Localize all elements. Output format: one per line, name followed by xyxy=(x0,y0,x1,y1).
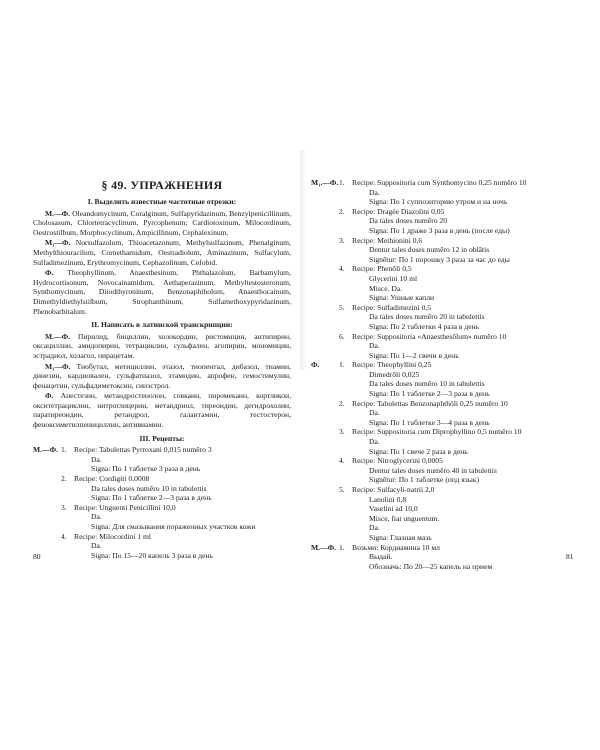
paragraph-lead: М₁—Ф. xyxy=(45,238,71,248)
recipe-number: 3. xyxy=(339,427,345,437)
recipe-line xyxy=(33,512,291,522)
recipe-line-text: Signa: По 1—2 свечи в день xyxy=(369,350,459,360)
page-title: § 49. УПРАЖНЕНИЯ xyxy=(101,178,223,192)
recipe-line xyxy=(311,543,581,553)
recipe xyxy=(311,456,581,485)
recipe-line-text: Dimedrōli 0,025 xyxy=(369,369,420,379)
right-page xyxy=(311,178,581,571)
paragraph xyxy=(33,209,291,238)
recipe-number: 5. xyxy=(339,302,345,312)
recipe-line xyxy=(311,188,581,198)
section-1-title: I. Выделить известные частотные отрезки: xyxy=(87,197,237,206)
recipe-line xyxy=(311,322,581,332)
section-2-title: II. Написать в латинской транскрипции: xyxy=(91,320,233,330)
recipe-line-text: Signētur: По 1 порошку 3 раза за час до еды xyxy=(369,254,510,264)
recipe-line xyxy=(311,245,581,255)
recipe-line-text: Recipe: Phenōli 0,5 xyxy=(352,264,412,274)
recipe-number: 2. xyxy=(339,398,345,408)
recipe-line-text: Da tales doses numĕro 20 xyxy=(369,216,448,226)
paragraph xyxy=(33,362,291,391)
recipe-line-text: Signa: По 2 таблетки 4 раза в день xyxy=(369,321,480,331)
recipe-line xyxy=(311,312,581,322)
recipe-line-text: Recipe: Sulfadimezini 0,5 xyxy=(352,302,432,312)
paragraph-text: Тиобутал, метициллин, этазол, тиопентал, дибазол, тиамин, динезин, кардиовален, сульфатиазол, этамидин, апрофен, гемостимулин, фенацетин, сульфадиметоксин, синэстрол. xyxy=(33,361,291,390)
recipe-line-text: Signa: По 1 свече 2 раза в день xyxy=(369,446,468,456)
recipe-line xyxy=(33,455,291,465)
recipe-line xyxy=(33,503,291,513)
recipe xyxy=(311,303,581,332)
recipe-line xyxy=(311,427,581,437)
recipe-line-text: Recipe: Sulfacyli-natrii 2,0 xyxy=(352,485,435,494)
recipe-number: 2. xyxy=(61,474,67,484)
recipe-line-text: Выдай. xyxy=(369,552,393,562)
recipe-line xyxy=(33,445,291,455)
recipe-line xyxy=(33,541,291,551)
recipe-line xyxy=(311,447,581,457)
recipe-line xyxy=(33,464,291,474)
recipe-line-text: Da. xyxy=(91,541,102,551)
recipe-number: 4. xyxy=(61,531,67,541)
paragraph-text: Пирилид, бициллин, холокордин, ристомицин, антипирин, оксациллин, амидопирин, тетрациклин, сульфален, агопирин, мономицин, эстрадиол, холагол, пирацетам. xyxy=(33,331,291,360)
recipe-line xyxy=(311,562,581,572)
recipe xyxy=(311,485,581,543)
recipe-line xyxy=(311,303,581,313)
recipe xyxy=(311,360,581,398)
paragraph xyxy=(33,268,291,316)
recipe-line xyxy=(33,551,291,561)
recipe-line-text: Glycerini 10 ml xyxy=(369,273,418,283)
paragraph-lead: М.—Ф. xyxy=(45,208,71,218)
recipe-line-text: Da tales doses numĕro 10 in tabulettis xyxy=(91,483,207,493)
recipe-line xyxy=(33,474,291,484)
recipe-number: 3. xyxy=(339,235,345,245)
recipe-line xyxy=(311,437,581,447)
recipe-line xyxy=(33,484,291,494)
left-page xyxy=(33,178,291,560)
recipe-line xyxy=(311,485,581,495)
recipe-line xyxy=(33,522,291,532)
recipe-line xyxy=(311,351,581,361)
recipe-group-header: Ф. xyxy=(311,360,320,370)
recipe-group-header: М.—Ф. xyxy=(311,542,337,552)
recipe-line-text: Lanolini 0,8 xyxy=(369,494,407,504)
right-recipe-list xyxy=(311,178,581,571)
recipe-line-text: Signa: По 1 таблетке 3—4 раза в день xyxy=(369,417,490,427)
recipe-line-text: Recipe: Unguenti Penicillini 10,0 xyxy=(74,502,176,512)
recipe-number: 1. xyxy=(339,542,345,552)
recipe-line-text: Da. xyxy=(91,454,102,464)
recipe-line-text: Recipe: Suppositoria «Anaesthesōlum» numĕro 10 xyxy=(352,331,507,341)
recipe-line xyxy=(311,379,581,389)
recipe-line xyxy=(311,552,581,562)
recipe xyxy=(311,427,581,456)
recipe-line xyxy=(311,475,581,485)
book-gutter-shadow xyxy=(298,150,306,370)
recipe-line xyxy=(311,178,581,188)
recipe-line-text: Vaselini ad 10,0 xyxy=(369,504,418,514)
recipe-line-text: Signa: Ушные капли xyxy=(369,293,435,303)
recipe-line-text: Signa: По 1 таблетке 2—3 раза в день xyxy=(91,493,212,503)
recipe-line-text: Misce, fiat unguentum. xyxy=(369,513,440,523)
recipe-line-text: Dentur tales doses numĕro 40 in tabulettis xyxy=(369,465,497,475)
section-3-title: III. Рецепты: xyxy=(139,433,185,443)
recipe-line-text: Recipe: Nitroglycerini 0,0005 xyxy=(352,456,443,466)
recipe-line xyxy=(311,255,581,265)
recipe-line xyxy=(311,495,581,505)
recipe-line xyxy=(311,226,581,236)
recipe-line-text: Recipe: Milocordini 1 ml xyxy=(74,531,151,541)
recipe-line xyxy=(311,332,581,342)
recipe-number: 2. xyxy=(339,206,345,216)
recipe-line xyxy=(311,264,581,274)
recipe-number: 5. xyxy=(339,485,345,494)
paragraph-text: Oleandomycinum, Coralginum, Sulfapyridazinum, Benzylpenicillinum, Cholosasum, Chlortetracyclinum, Pyrcophenum; Cardiotoxinum, Milocordinum, Oestrostilbum, Morphocyclinum, Ampicillinum, Cephalexinum. xyxy=(33,208,291,237)
recipe-line xyxy=(311,399,581,409)
left-recipe-list xyxy=(33,445,291,560)
paragraph xyxy=(33,238,291,267)
recipe-group-header: М.—Ф. xyxy=(33,445,59,455)
recipe-line-text: Da tales doses numĕro 10 in tabulettis xyxy=(369,379,485,389)
paragraph-lead: Ф. xyxy=(45,268,54,278)
recipe-line xyxy=(33,532,291,542)
recipe-line-text: Signa: По 1 суппозиторию утром и на ночь xyxy=(369,197,508,207)
paragraph-text: Theophyllinum, Anaesthesinum, Phthalazolum, Barbamylum, Hydrocortisonum, Novocainamidum, Aethaperazinum, Methyltestosteronum, Synthomycinum, Diiodthyroninum, Benzonaphtholum, Anaesthocainum, Dimethyldiethylstilbum, Strophanthinum, Sulfamethoxypyridazinum, Phenobarbitalum. xyxy=(33,268,291,316)
recipe-line xyxy=(311,533,581,543)
recipe-line-text: Recipe: Suppositoria cum Synthomycino 0,25 numĕro 10 xyxy=(352,178,527,187)
recipe xyxy=(311,543,581,572)
recipe-line-text: Da. xyxy=(369,408,380,418)
recipe-line-text: Recipe: Methionini 0,6 xyxy=(352,235,423,245)
recipe-line xyxy=(311,197,581,207)
recipe-number: 6. xyxy=(339,331,345,341)
recipe-line-text: Signa: Для смазывания пораженных участков кожи xyxy=(91,522,256,531)
recipe xyxy=(311,264,581,302)
recipe-line xyxy=(311,274,581,284)
recipe-line-text: Dentur tales doses numĕro 12 in oblātis xyxy=(369,245,490,255)
recipe-line-text: Misce. Da. xyxy=(369,283,403,293)
recipe-line xyxy=(311,418,581,428)
recipe-line-text: Signa: По 1 таблетке 2—3 раза в день xyxy=(369,389,490,399)
paragraph xyxy=(33,332,291,361)
left-page-number: 80 xyxy=(33,552,41,561)
paragraph-lead: М.—Ф. xyxy=(45,331,71,341)
recipe-line-text: Signa: Глазная мазь xyxy=(369,532,432,542)
recipe-line-text: Обозначь: По 20—25 капель на прием xyxy=(369,561,493,571)
recipe-line-text: Recipe: Tabulettas Pyrroxani 0,015 numĕro 3 xyxy=(74,445,212,455)
recipe xyxy=(311,178,581,207)
right-page-number: 81 xyxy=(566,552,574,561)
recipe-line xyxy=(311,514,581,524)
recipe-line-text: Signa: По 1 таблетке 3 раза в день xyxy=(91,464,201,474)
recipe-line xyxy=(311,456,581,466)
recipe-line-text: Da. xyxy=(369,187,380,197)
recipe-number: 1. xyxy=(339,360,345,370)
recipe-line xyxy=(311,389,581,399)
recipe xyxy=(33,474,291,503)
recipe xyxy=(311,236,581,265)
paragraph-lead: Ф. xyxy=(45,391,54,401)
recipe-line xyxy=(311,284,581,294)
recipe-number: 3. xyxy=(61,502,67,512)
recipe-line-text: Da tales doses numĕro 20 in tabulettis xyxy=(369,312,485,322)
recipe-line xyxy=(311,504,581,514)
recipe xyxy=(311,207,581,236)
recipe-number: 1. xyxy=(339,178,345,187)
recipe-line-text: Recipe: Cordigiti 0,0008 xyxy=(74,474,150,484)
recipe-line xyxy=(311,466,581,476)
recipe-number: 4. xyxy=(339,456,345,466)
recipe-line-text: Recipe: Tabulettas Benzonaphthōli 0,25 numĕro 10 xyxy=(352,398,508,408)
recipe xyxy=(311,332,581,361)
recipe-line-text: Signa: По 1 драже 3 раза в день (после еды) xyxy=(369,225,510,235)
recipe-line-text: Da. xyxy=(369,523,380,533)
paragraph-text: Анестезин, метандростенолон, совкаин, пиромекаин, кортликон, окситетрациклин, нитроглицерин, метандриол, тиреоидин, дегидрохолин, паратиреоидин, ретандрол, галантамин, тестостерон, феноксиметилпенициллин, антивиамин. xyxy=(33,391,291,430)
recipe-line-text: Da. xyxy=(369,437,380,447)
recipe-line xyxy=(311,523,581,533)
recipe-line-text: Возьми: Кордиамина 10 мл xyxy=(352,542,440,552)
recipe-line-text: Recipe: Suppositoria cum Diprophyllino 0,5 numĕro 10 xyxy=(352,427,522,437)
recipe-line xyxy=(311,370,581,380)
recipe-line xyxy=(311,236,581,246)
recipe-line xyxy=(311,360,581,370)
recipe xyxy=(33,445,291,474)
recipe-line xyxy=(33,493,291,503)
recipe-number: 4. xyxy=(339,264,345,274)
recipe-line xyxy=(311,341,581,351)
paragraph-text: Norsulfazolum, Thioacetazonum, Methylsulfazinum, Phenalginum, Methylthiouracilum, Cornethamidum, Oestradiolum, Aminazinum, Sulfacylum, Sulfadimezinum, Erythromycinum, Cephazolinum, Cefobid. xyxy=(33,238,291,267)
recipe-line xyxy=(311,207,581,217)
recipe xyxy=(311,399,581,428)
recipe xyxy=(33,503,291,532)
recipe-line-text: Da. xyxy=(91,512,102,522)
recipe-number: 1. xyxy=(61,445,67,455)
recipe-group-header: М₁.—Ф. xyxy=(311,178,339,187)
recipe-line-text: Da. xyxy=(369,341,380,351)
recipe-line-text: Signa: По 15—20 капель 3 раза в день xyxy=(91,550,213,560)
recipe-line xyxy=(311,408,581,418)
recipe xyxy=(33,532,291,561)
recipe-line xyxy=(311,293,581,303)
recipe-line-text: Recipe: Theophyllini 0,25 xyxy=(352,360,432,370)
paragraph-lead: М₁—Ф. xyxy=(45,361,71,371)
recipe-line-text: Signētur: По 1 таблетке (под язык) xyxy=(369,475,480,485)
recipe-line xyxy=(311,216,581,226)
recipe-line-text: Recipe: Dragée Diazolini 0,05 xyxy=(352,206,445,216)
paragraph xyxy=(33,391,291,429)
